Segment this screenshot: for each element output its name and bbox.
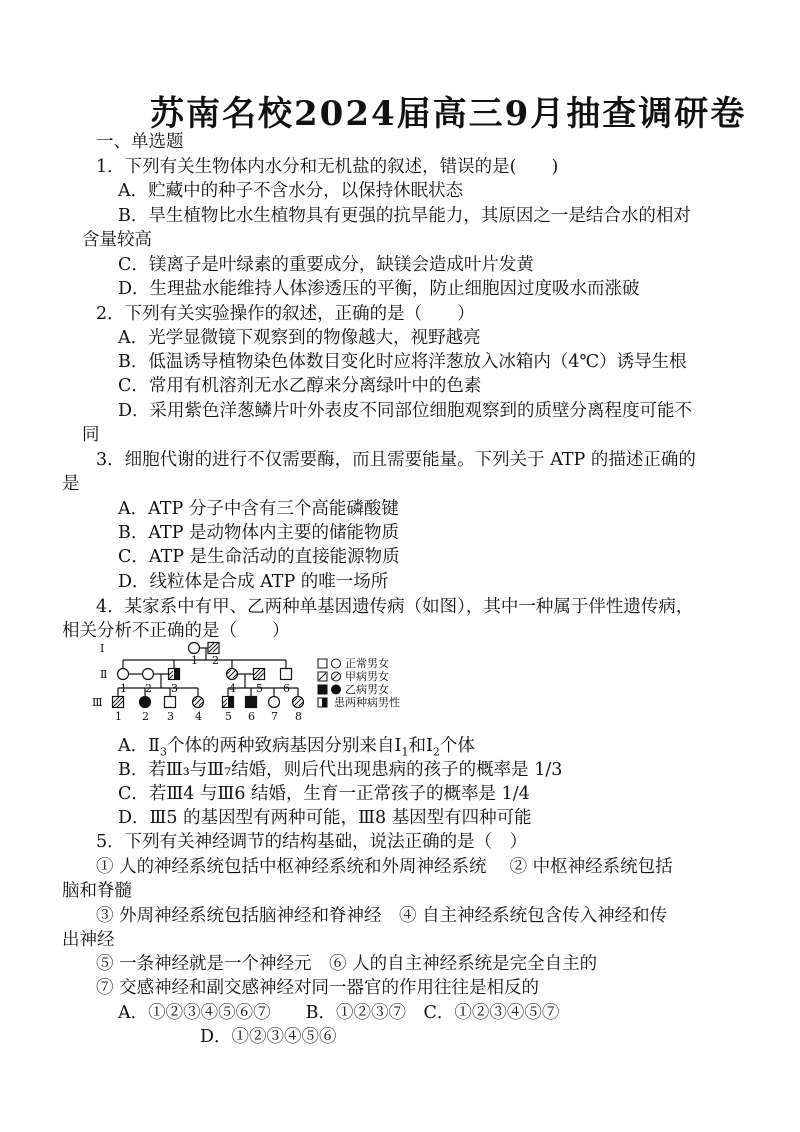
id-2-4: 4 [229,682,236,695]
id-2-5: 5 [256,682,263,695]
q4-stem: 4．某家系中有甲、乙两种单基因遗传病（如图），其中一种属于伴性遗传病， [96,597,694,617]
section-heading: 一、单选题 [96,132,184,152]
q5-statement-2-cont: 出神经 [62,930,115,950]
q5-stem: 5．下列有关神经调节的结构基础，说法正确的是（ ） [96,832,528,852]
id-3-7: 7 [271,710,278,723]
id-3-1: 1 [115,710,122,723]
q5-options: A．①②③④⑤⑥⑦ B．①②③⑦ C．①②③④⑤⑦ [118,1003,560,1023]
id-3-4: 4 [195,710,202,723]
id-1-2: 2 [212,654,219,667]
legend-disease-a: 甲病男女 [345,670,389,683]
legend-disease-b: 乙病男女 [345,683,389,696]
q2-option-b: B．低温诱导植物染色体数目变化时应将洋葱放入冰箱内（4℃）诱导生根 [118,352,687,372]
q5-statement-3: ⑤ 一条神经就是一个神经元 ⑥ 人的自主神经系统是完全自主的 [96,954,598,974]
q3-option-d: D．线粒体是合成 ATP 的唯一场所 [118,572,389,592]
q5-statement-4: ⑦ 交感神经和副交感神经对同一器官的作用往往是相反的 [96,978,540,998]
q1-option-a: A．贮藏中的种子不含水分，以保持休眠状态 [118,181,464,201]
q4-option-d: D．Ⅲ5 的基因型有两种可能，Ⅲ8 基因型有四种可能 [118,808,532,828]
q1-option-b-cont: 含量较高 [82,230,152,250]
q2-option-a: A．光学显微镜下观察到的物像越大，视野越亮 [118,328,481,348]
id-2-3: 3 [171,682,178,695]
q4-option-b: B．若Ⅲ₃与Ⅲ₇结婚，则后代出现患病的孩子的概率是 1/3 [118,760,563,780]
q3-option-b: B．ATP 是动物体内主要的储能物质 [118,523,400,543]
q3-option-a: A．ATP 分子中含有三个高能磷酸键 [118,499,399,519]
gen-label-2: Ⅱ [100,668,108,681]
q2-option-d: D．采用紫色洋葱鳞片叶外表皮不同部位细胞观察到的质壁分离程度可能不 [118,401,693,421]
q4-option-c: C．若Ⅲ4 与Ⅲ6 结婚，生育一正常孩子的概率是 1/4 [118,784,530,804]
pedigree-chart [60,640,440,730]
q3-stem-cont: 是 [62,474,80,494]
q1-stem: 1．下列有关生物体内水分和无机盐的叙述，错误的是( ) [96,157,559,177]
id-3-6: 6 [248,710,255,723]
q1-option-d: D．生理盐水能维持人体渗透压的平衡，防止细胞因过度吸水而涨破 [118,279,640,299]
id-2-6: 6 [283,682,290,695]
gen-label-1: I [100,642,105,655]
page-title: 苏南名校2024届高三9月抽查调研卷 [150,94,747,134]
q2-option-c: C．常用有机溶剂无水乙醇来分离绿叶中的色素 [118,376,482,396]
q5-option-d: D．①②③④⑤⑥ [200,1027,337,1047]
q5-statement-2: ③ 外周神经系统包括脑神经和脊神经 ④ 自主神经系统包含传入神经和传 [96,906,668,926]
q4-option-a: A．$Ⅱ_3$个体的两种致病基因分别来自$I_1$和$I_2$个体 [118,736,475,759]
legend-normal: 正常男女 [345,657,389,670]
legend-both: 患两种病男性 [334,696,400,709]
id-2-2: 2 [145,682,152,695]
q1-option-b: B．旱生植物比水生植物具有更强的抗旱能力，其原因之一是结合水的相对 [118,206,691,226]
q2-stem: 2．下列有关实验操作的叙述，正确的是（ ） [96,304,475,324]
id-1-1: 1 [191,654,198,667]
id-3-5: 5 [225,710,232,723]
id-3-8: 8 [295,710,302,723]
id-3-3: 3 [167,710,174,723]
q1-option-c: C．镁离子是叶绿素的重要成分，缺镁会造成叶片发黄 [118,255,534,275]
q5-statement-1: ① 人的神经系统包括中枢神经系统和外周神经系统 ② 中枢神经系统包括 [96,857,673,877]
id-2-1: 1 [120,682,127,695]
q4-stem-cont: 相关分析不正确的是（ ） [62,621,290,641]
q5-statement-1-cont: 脑和脊髓 [62,881,132,901]
q3-stem: 3．细胞代谢的进行不仅需要酶，而且需要能量。下列关于 ATP 的描述正确的 [96,450,696,470]
id-3-2: 2 [142,710,149,723]
q3-option-c: C．ATP 是生命活动的直接能源物质 [118,547,400,567]
q2-option-d-cont: 同 [82,425,100,445]
gen-label-3: Ⅲ [92,696,103,709]
